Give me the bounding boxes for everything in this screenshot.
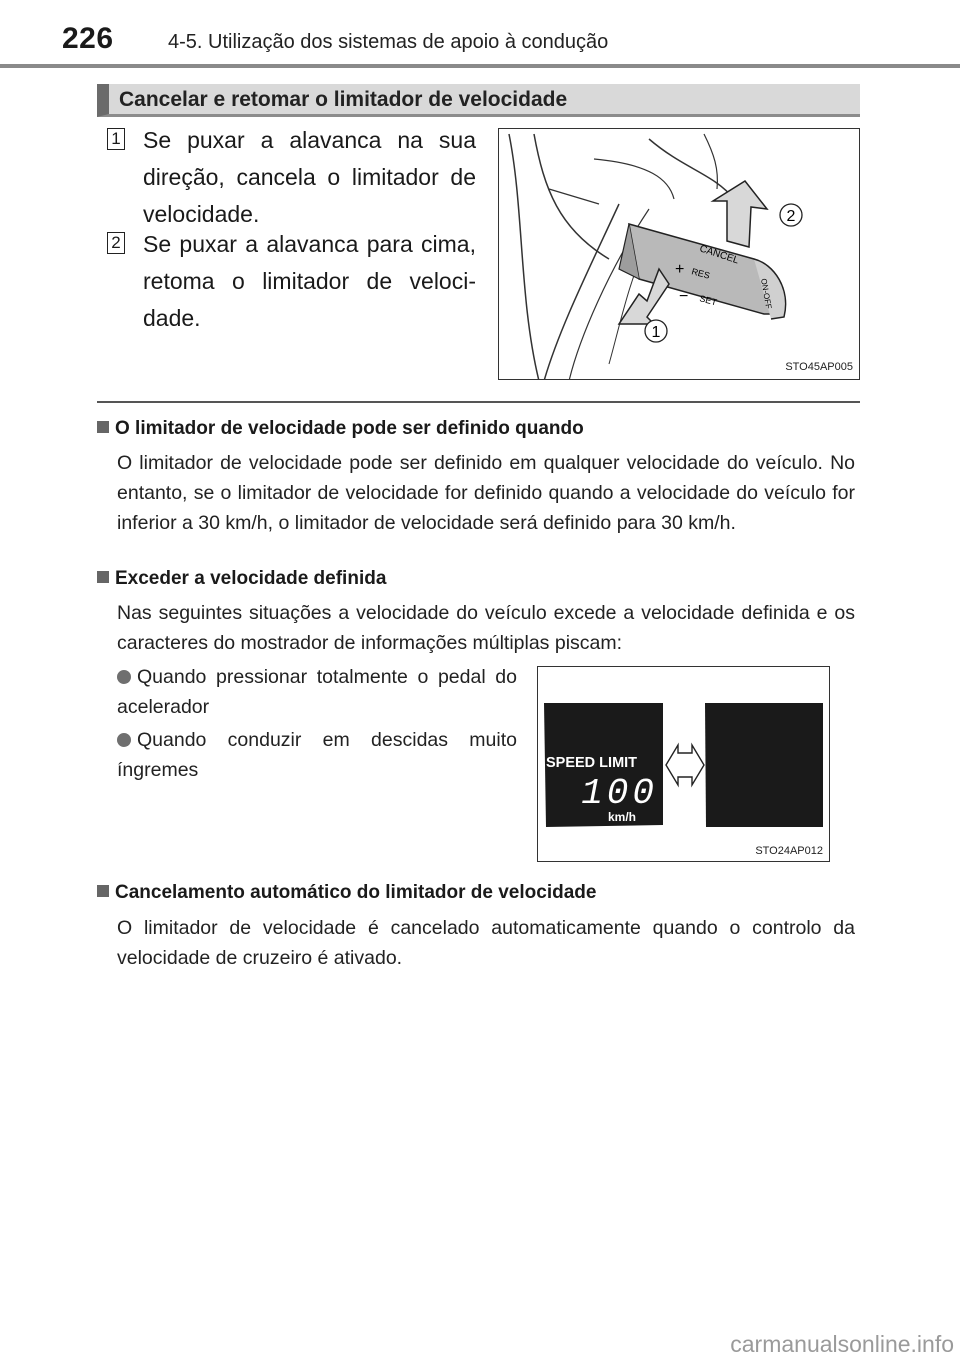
note-title: Exceder a velocidade definida [115, 568, 387, 589]
figure-code: STO24AP012 [755, 845, 823, 857]
watermark: carmanualsonline.info [730, 1331, 954, 1357]
section-heading-bar [97, 84, 860, 117]
bullet-text: Quando conduzir em descidas muito íngremes [117, 729, 517, 781]
note-heading-3 [97, 882, 596, 904]
bullet-item-2 [117, 725, 517, 785]
callout-1: 1 [651, 324, 661, 341]
note-title: Cancelamento automático do limitador de velocidade [115, 882, 597, 903]
note-heading-1 [97, 418, 584, 440]
cancel-label: CANCEL [698, 243, 741, 267]
lever-figure [498, 128, 860, 380]
square-bullet-icon [97, 421, 109, 433]
set-label: SET [698, 293, 718, 308]
figure-code: STO45AP005 [785, 361, 853, 373]
step-text-2: Se puxar a alavanca para cima, retoma o limitador de veloci-dade. [143, 231, 476, 331]
note-text-1: O limitador de velocidade pode ser definido em qualquer velocidade do veículo. No entanto, se o limitador de velocidade for definido quando a velocidade do veículo for inferior a 30 km/h, o limitador de velocidade será definido para 30 km/h. [117, 452, 855, 534]
square-bullet-icon [97, 885, 109, 897]
display-illustration [538, 667, 830, 862]
chapter-title: 4-5. Utilização dos sistemas de apoio à condução [168, 31, 609, 53]
step-number-1: 1 [107, 128, 125, 150]
step-number-2: 2 [107, 232, 125, 254]
display-figure [537, 666, 830, 862]
lever-illustration [499, 129, 860, 380]
callout-2: 2 [786, 208, 796, 225]
bullet-text: Quando pressionar totalmente o pedal do acelerador [117, 666, 517, 718]
bullet-item-1 [117, 662, 517, 722]
square-bullet-icon [97, 571, 109, 583]
speed-value: 100 [581, 773, 658, 814]
step-text-1: Se puxar a alavanca na sua direção, cancela o limitador de velocidade. [143, 127, 476, 227]
note-text-3: O limitador de velocidade é cancelado automaticamente quando o controlo da velocidade de cruzeiro é ativado. [117, 917, 855, 969]
res-label: RES [690, 266, 711, 281]
note-text-2: Nas seguintes situações a velocidade do veículo excede a velocidade definida e os caracteres do mostrador de informações múltiplas piscam: [117, 602, 855, 654]
minus-label: − [679, 288, 689, 305]
section-title: Cancelar e retomar o limitador de velocidade [119, 88, 568, 111]
round-bullet-icon [117, 733, 131, 747]
header-rule [0, 64, 960, 68]
plus-label: + [675, 261, 685, 278]
speed-limit-label: SPEED LIMIT [546, 755, 638, 771]
speed-unit: km/h [608, 810, 637, 824]
note-heading-2 [97, 568, 386, 590]
onoff-label: ON-OFF [759, 277, 774, 310]
section-divider [97, 401, 860, 403]
round-bullet-icon [117, 670, 131, 684]
page-number: 226 [62, 22, 114, 55]
note-title: O limitador de velocidade pode ser definido quando [115, 418, 584, 439]
